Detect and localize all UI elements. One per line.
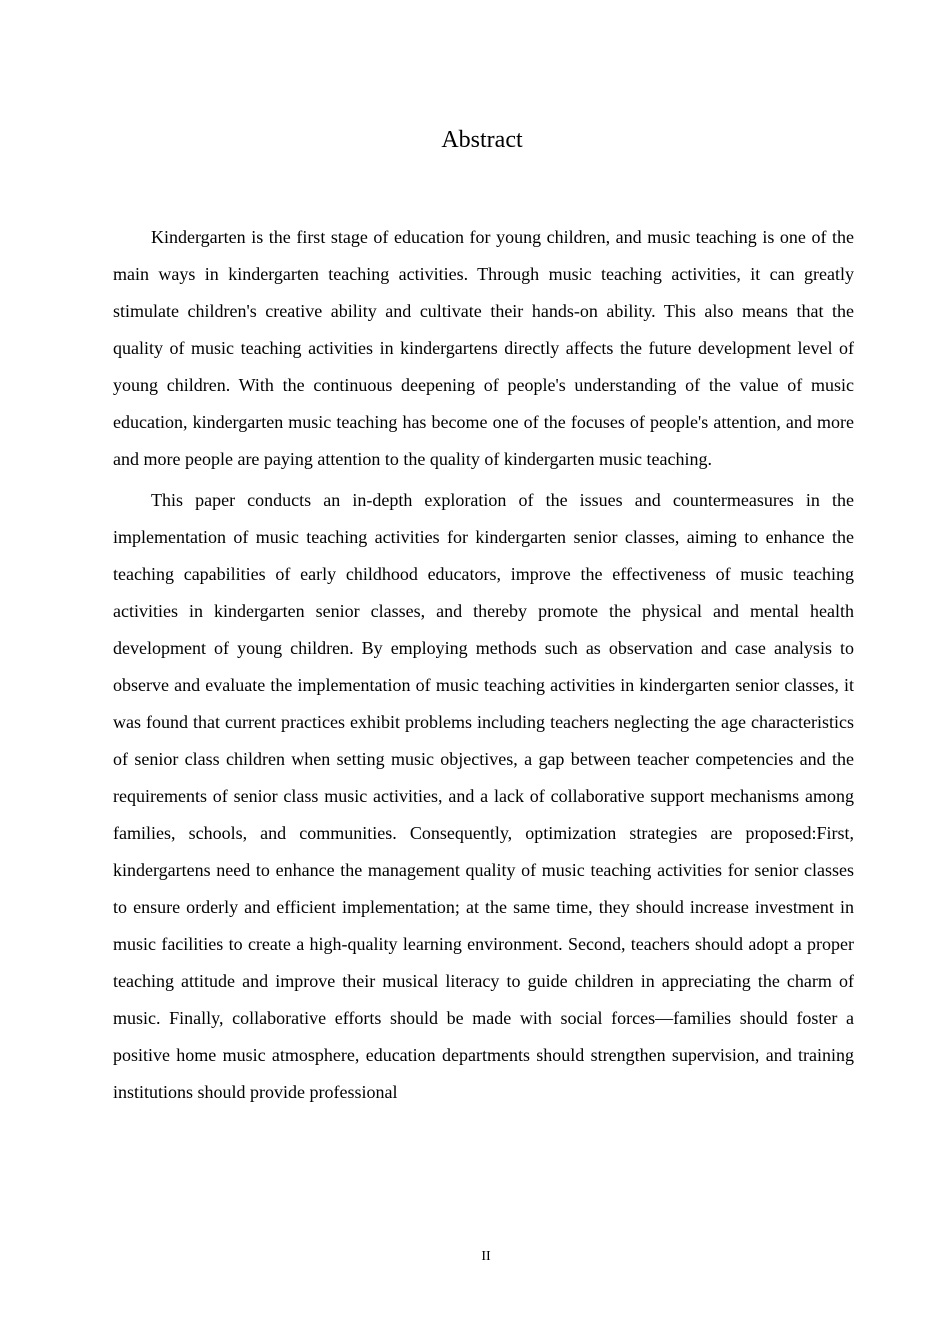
page-title: Abstract: [441, 127, 523, 153]
page-number: II: [481, 1249, 491, 1264]
abstract-body: [113, 219, 854, 1115]
abstract-paragraph-1: Kindergarten is the first stage of education for young children, and music teaching is one of the main ways in kindergarten teaching activities. Through music teaching activities, it can greatly stimulate children's creative ability and cultivate their hands-on ability. This also means that the quality of music teaching activities in kindergartens directly affects the future development level of young children. With the continuous deepening of people's understanding of the value of music education, kindergarten music teaching has become one of the focuses of people's attention, and more and more people are paying attention to the quality of kindergarten music teaching.: [113, 227, 854, 469]
abstract-paragraph-2: This paper conducts an in-depth exploration of the issues and countermeasures in the implementation of music teaching activities for kindergarten senior classes, aiming to enhance the teaching capabilities of early childhood educators, improve the effectiveness of music teaching activities in kindergarten senior classes, and thereby promote the physical and mental health development of young children. By employing methods such as observation and case analysis to observe and evaluate the implementation of music teaching activities in kindergarten senior classes, it was found that current practices exhibit problems including teachers neglecting the age characteristics of senior class children when setting music objectives, a gap between teacher competencies and the requirements of senior class music activities, and a lack of collaborative support mechanisms among families, schools, and communities. Consequently, optimization strategies are proposed:First, kindergartens need to enhance the management quality of music teaching activities for senior classes to ensure orderly and efficient implementation; at the same time, they should increase investment in music facilities to create a high-quality learning environment. Second, teachers should adopt a proper teaching attitude and improve their musical literacy to guide children in appreciating the charm of music. Finally, collaborative efforts should be made with social forces—families should foster a positive home music atmosphere, education departments should strengthen supervision, and training institutions should provide professional: [113, 490, 854, 1102]
